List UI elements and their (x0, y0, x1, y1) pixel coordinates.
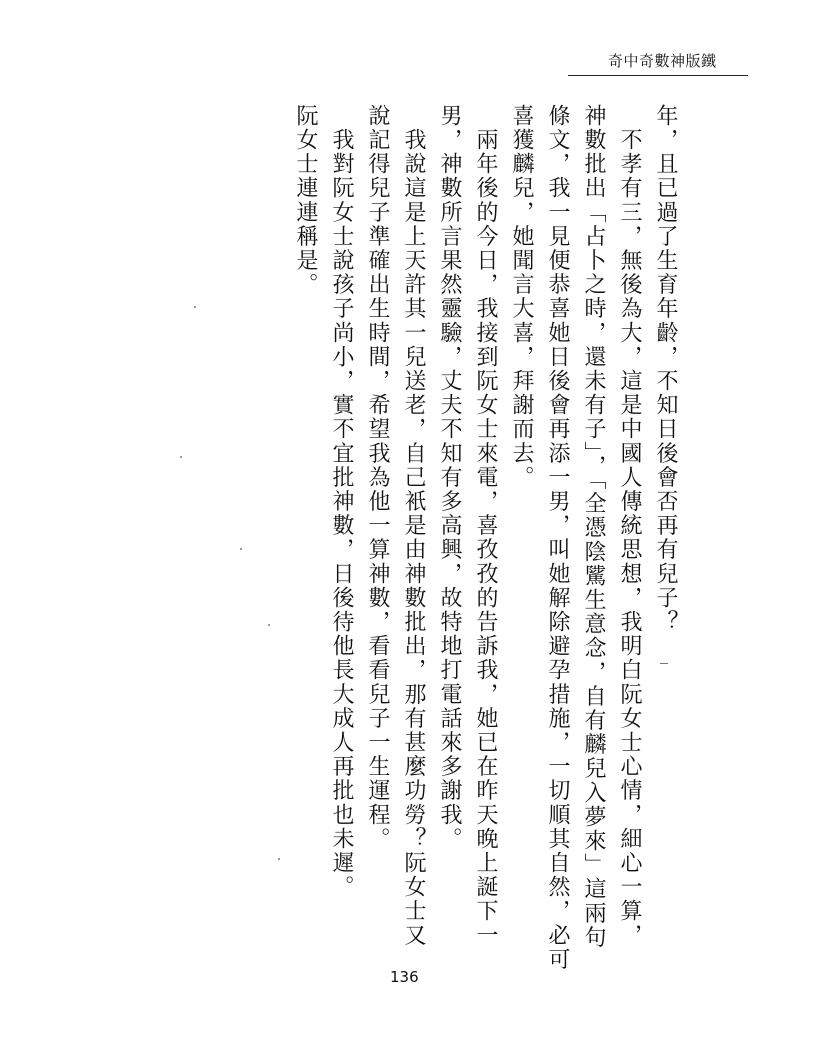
text-column: 神數批出「占卜之時，還未有子」，「全憑陰騭生意念，自有麟兒入夢來」這兩句 (581, 104, 606, 950)
text-column: 條文，我一見便恭喜她日後會再添一男，叫她解除避孕措施，一切順其自然，必可 (545, 104, 570, 972)
text-column: 我對阮女士說孩子尚小，實不宜批神數，日後待他長大成人再批也未遲。 (329, 104, 354, 900)
scan-speck (194, 306, 196, 308)
text-column: 男，神數所言果然靈驗，丈夫不知有多高興，故特地打電話來多謝我。 (437, 104, 462, 852)
page-number: 136 (390, 968, 419, 986)
scan-speck (268, 624, 270, 626)
text-column: 不孝有三，無後為大，這是中國人傳統思想，我明白阮女士心情，細心一算， (617, 104, 642, 948)
scan-speck (660, 663, 668, 664)
text-column: 兩年後的今日，我接到阮女士來電，喜孜孜的告訴我，她已在昨天晚上誕下一 (473, 104, 498, 948)
running-header: 奇中奇數神版鐵 (608, 52, 717, 70)
text-column: 年，且已過了生育年齡，不知日後會否再有兒子？ (653, 104, 678, 635)
text-column: 喜獲麟兒，她聞言大喜，拜謝而去。 (509, 104, 534, 490)
text-column: 說記得兒子準確出生時間，希望我為他一算神數，看看兒子一生運程。 (365, 104, 390, 852)
text-column: 阮女士連連稱是。 (293, 104, 318, 297)
text-column: 我說這是上天許其一兒送老，自己衹是由神數批出，那有甚麼功勞？阮女士又 (401, 104, 426, 948)
scan-speck (278, 858, 280, 860)
header-rule (568, 75, 748, 76)
scan-speck (240, 548, 242, 550)
vertical-text-body (285, 104, 680, 974)
scan-speck (180, 456, 182, 458)
